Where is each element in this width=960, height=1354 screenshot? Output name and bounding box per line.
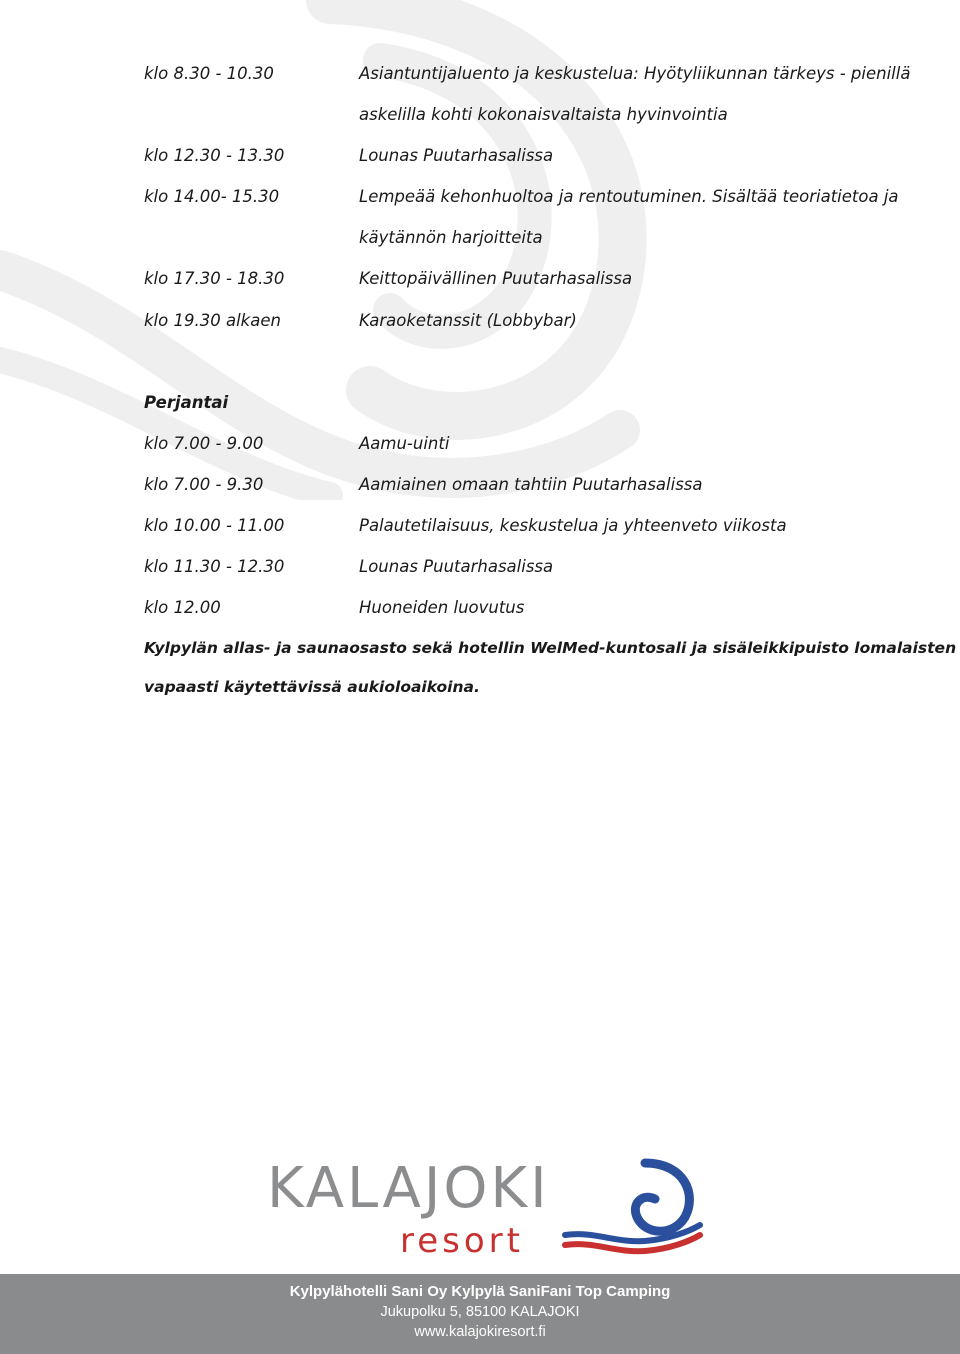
schedule-row-continuation (0, 228, 960, 258)
schedule-description: Lounas Puutarhasalissa (359, 557, 554, 576)
schedule-time: klo 7.00 - 9.00 (144, 434, 264, 453)
schedule-row-continuation (0, 105, 960, 135)
schedule-description: Palautetilaisuus, keskustelua ja yhteenveto viikosta (359, 516, 787, 535)
schedule-description: Lempeää kehonhuoltoa ja rentoutuminen. Sisältää teoriatietoa ja (359, 187, 899, 206)
footer-companies: Kylpylähotelli Sani Oy Kylpylä SaniFani Top Camping (289, 1283, 671, 1300)
schedule-time: klo 14.00- 15.30 (144, 187, 280, 206)
schedule-description: Karaoketanssit (Lobbybar) (359, 311, 577, 330)
schedule-row (0, 598, 960, 628)
facilities-note-line-2: vapaasti käytettävissä aukioloaikoina. (144, 678, 480, 696)
logo-wave-icon (565, 1163, 700, 1251)
schedule-row (0, 187, 960, 217)
schedule-row (0, 434, 960, 464)
schedule-time: klo 7.00 - 9.30 (144, 475, 264, 494)
logo-wordmark: KALAJOKI (267, 1156, 550, 1221)
schedule-description: Keittopäivällinen Puutarhasalissa (359, 269, 633, 288)
schedule-description: Huoneiden luovutus (359, 598, 525, 617)
schedule-row (0, 475, 960, 505)
schedule-description: Aamu-uinti (359, 434, 450, 453)
facilities-note-line-1: Kylpylän allas- ja saunaosasto sekä hotellin WelMed-kuntosali ja sisäleikkipuisto lomalaisten (144, 639, 957, 657)
schedule-row (0, 269, 960, 299)
schedule-row (0, 64, 960, 94)
kalajoki-resort-logo (265, 1155, 705, 1260)
schedule-row (0, 516, 960, 546)
logo-subtitle: resort (400, 1221, 524, 1260)
schedule-row (0, 146, 960, 176)
footer-address: Jukupolku 5, 85100 KALAJOKI (380, 1304, 580, 1320)
schedule-time: klo 8.30 - 10.30 (144, 64, 274, 83)
schedule-description-continued: käytännön harjoitteita (359, 228, 543, 247)
schedule-description: Lounas Puutarhasalissa (359, 146, 554, 165)
schedule-time: klo 12.30 - 13.30 (144, 146, 285, 165)
schedule-row (0, 311, 960, 341)
schedule-description: Aamiainen omaan tahtiin Puutarhasalissa (359, 475, 703, 494)
schedule-time: klo 10.00 - 11.00 (144, 516, 285, 535)
day-heading-row (0, 393, 960, 423)
schedule-time: klo 17.30 - 18.30 (144, 269, 285, 288)
footer-bar (0, 1274, 960, 1354)
schedule-time: klo 11.30 - 12.30 (144, 557, 285, 576)
day-heading: Perjantai (144, 393, 229, 412)
schedule-description-continued: askelilla kohti kokonaisvaltaista hyvinvointia (359, 105, 728, 124)
schedule-description: Asiantuntijaluento ja keskustelua: Hyötyliikunnan tärkeys - pienillä (359, 64, 911, 83)
footer-website-link[interactable]: www.kalajokiresort.fi (414, 1324, 546, 1340)
schedule-time: klo 12.00 (144, 598, 221, 617)
schedule-time: klo 19.30 alkaen (144, 311, 281, 330)
schedule-row (0, 557, 960, 587)
